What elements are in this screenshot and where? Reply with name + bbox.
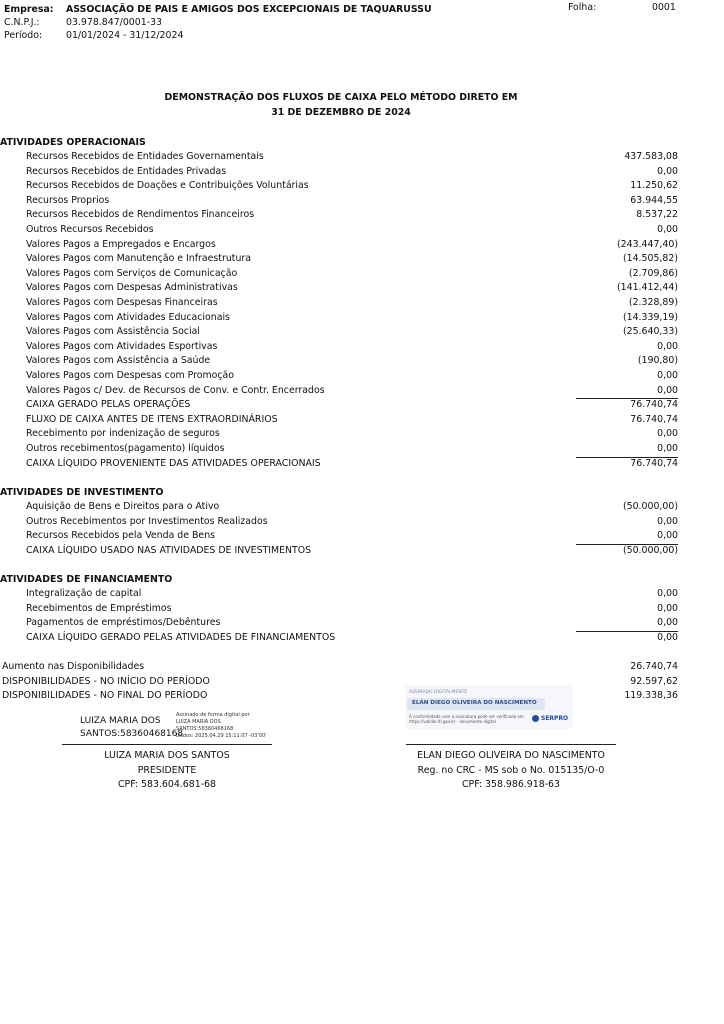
- digital-signature-stamp: [405, 685, 573, 729]
- table-row: [0, 603, 724, 617]
- row-label: Valores Pagos c/ Dev. de Recursos de Conv. e Contr. Encerrados: [26, 384, 325, 396]
- table-row: [0, 326, 724, 340]
- row-value: 92.597,62: [630, 675, 678, 687]
- row-value: 63.944,55: [630, 194, 678, 206]
- digital-signature-note-2: LUIZA MARIA DOS: [176, 719, 221, 725]
- signature-line-right: [406, 744, 616, 745]
- table-row: [0, 676, 724, 690]
- table-row: [0, 180, 724, 194]
- table-row: [0, 530, 724, 544]
- row-value: (243.447,40): [617, 238, 678, 250]
- row-label: DISPONIBILIDADES - NO FINAL DO PERÍODO: [2, 690, 208, 702]
- digital-signer-name-2: SANTOS:58360468168: [80, 729, 184, 739]
- row-value: 0,00: [657, 224, 678, 235]
- serpro-logo-icon: [532, 715, 539, 722]
- row-value: 0,00: [657, 588, 678, 599]
- stamp-top-text: ASSINADO DIGITALMENTE: [409, 690, 468, 695]
- row-label: CAIXA LÍQUIDO GERADO PELAS ATIVIDADES DE FINANCIAMENTOS: [26, 631, 336, 643]
- row-label: Recursos Proprios: [26, 194, 110, 206]
- row-label: Valores Pagos com Despesas Administrativas: [26, 282, 238, 294]
- digital-signature-note-4: Dados: 2025.04.29 15:11:07 -03'00': [176, 733, 267, 739]
- table-row: [0, 151, 724, 165]
- row-label: Recursos Recebidos pela Venda de Bens: [26, 530, 216, 542]
- row-label: Recursos Recebidos de Rendimentos Financeiros: [26, 209, 255, 221]
- row-value: (50.000,00): [622, 501, 678, 512]
- row-value: (141.412,44): [617, 282, 678, 294]
- report-title-line1: DEMONSTRAÇÃO DOS FLUXOS DE CAIXA PELO MÉTODO DIRETO EM: [164, 92, 518, 103]
- row-value: 0,00: [657, 515, 678, 527]
- table-row: [0, 414, 724, 428]
- row-label: Outros Recebimentos por Investimentos Realizados: [26, 515, 268, 527]
- row-value: (25.640,33): [622, 326, 678, 338]
- row-value: 11.250,62: [630, 180, 678, 192]
- table-row: [0, 239, 724, 253]
- row-value: 76.740,74: [630, 413, 678, 425]
- empresa-name: ASSOCIAÇÃO DE PAIS E AMIGOS DOS EXCEPCIONAIS DE TAQUARUSSU: [66, 4, 432, 15]
- empresa-label: Empresa:: [4, 4, 54, 15]
- table-row: [0, 501, 724, 515]
- row-value: 0,00: [657, 370, 678, 381]
- table-row: [0, 617, 724, 631]
- table-row: [0, 516, 724, 530]
- row-value: (14.505,82): [622, 253, 678, 265]
- row-label: Valores Pagos com Manutenção e Infraestrutura: [26, 253, 251, 265]
- row-label: Valores Pagos a Empregados e Encargos: [26, 238, 216, 250]
- row-label: DISPONIBILIDADES - NO INÍCIO DO PERÍODO: [2, 675, 210, 687]
- row-value: 0,00: [657, 384, 678, 396]
- row-label: Valores Pagos com Assistência Social: [26, 326, 200, 338]
- table-row: [0, 385, 724, 399]
- serpro-logo: [532, 715, 568, 722]
- table-row: [0, 458, 724, 472]
- total-rule: [576, 398, 678, 399]
- digital-signer-name-1: LUIZA MARIA DOS: [80, 716, 161, 726]
- row-value: 0,00: [657, 602, 678, 614]
- table-row: [0, 341, 724, 355]
- row-value: 437.583,08: [624, 151, 678, 162]
- table-row: [0, 399, 724, 413]
- row-value: 0,00: [657, 631, 678, 643]
- signer-cpf-right: CPF: 358.986.918-63: [462, 779, 560, 790]
- digital-signature-note-3: SANTOS:58360468168: [176, 726, 234, 732]
- row-label: Outros Recursos Recebidos: [26, 224, 154, 235]
- row-value: 119.338,36: [624, 690, 678, 702]
- cnpj-value: 03.978.847/0001-33: [66, 17, 163, 28]
- row-label: Outros recebimentos(pagamento) líquidos: [26, 443, 225, 454]
- total-rule: [576, 631, 678, 632]
- signer-cpf-left: CPF: 583.604.681-68: [118, 779, 216, 790]
- table-row: [0, 297, 724, 311]
- row-label: Aquisição de Bens e Direitos para o Ativo: [26, 501, 220, 512]
- row-label: Recursos Recebidos de Entidades Privadas: [26, 165, 227, 177]
- row-label: CAIXA LÍQUIDO PROVENIENTE DAS ATIVIDADES OPERACIONAIS: [26, 457, 321, 469]
- stamp-signer-name: ELAN DIEGO OLIVEIRA DO NASCIMENTO: [412, 700, 537, 706]
- table-row: [0, 268, 724, 282]
- table-row: [0, 355, 724, 369]
- table-row: [0, 661, 724, 675]
- row-value: 0,00: [657, 165, 678, 177]
- row-label: CAIXA GERADO PELAS OPERAÇÕES: [26, 399, 191, 411]
- section-heading-financiamento: ATIVIDADES DE FINANCIAMENTO: [0, 574, 173, 585]
- signer-name-left: LUIZA MARIA DOS SANTOS: [104, 750, 230, 761]
- table-row: [0, 443, 724, 457]
- row-label: Valores Pagos com Despesas Financeiras: [26, 297, 218, 308]
- periodo-value: 01/01/2024 - 31/12/2024: [66, 30, 184, 41]
- total-rule: [576, 457, 678, 458]
- row-label: CAIXA LÍQUIDO USADO NAS ATIVIDADES DE INVESTIMENTOS: [26, 544, 312, 556]
- folha-number: 0001: [652, 2, 676, 13]
- table-row: [0, 312, 724, 326]
- cnpj-label: C.N.P.J.:: [4, 17, 40, 28]
- table-row: [0, 209, 724, 223]
- row-value: 0,00: [657, 340, 678, 352]
- stamp-verification-text: A conformidade com a assinatura pode ser verificada em https://validar.iti.gov.br - documento digital: [409, 714, 524, 724]
- row-value: (2.328,89): [628, 297, 678, 308]
- table-row: [0, 545, 724, 559]
- row-label: Valores Pagos com Atividades Esportivas: [26, 340, 218, 352]
- row-value: (14.339,19): [622, 311, 678, 323]
- table-row: [0, 428, 724, 442]
- row-value: 76.740,74: [630, 399, 678, 411]
- row-label: Valores Pagos com Atividades Educacionais: [26, 311, 230, 323]
- row-label: Recebimentos de Empréstimos: [26, 602, 172, 614]
- row-value: 76.740,74: [630, 457, 678, 469]
- signer-reg-right: Reg. no CRC - MS sob o No. 015135/O-0: [417, 765, 605, 776]
- row-value: (190,80): [637, 355, 678, 367]
- row-value: 8.537,22: [636, 209, 678, 221]
- signature-line-left: [62, 744, 272, 745]
- signer-role-left: PRESIDENTE: [137, 765, 197, 776]
- folha-label: Folha:: [568, 2, 597, 13]
- row-label: Integralização de capital: [26, 588, 142, 599]
- row-value: (50.000,00): [622, 544, 678, 556]
- total-rule: [576, 544, 678, 545]
- table-row: [0, 632, 724, 646]
- section-heading-investimento: ATIVIDADES DE INVESTIMENTO: [0, 487, 164, 498]
- signer-name-right: ELAN DIEGO OLIVEIRA DO NASCIMENTO: [417, 750, 605, 761]
- table-row: [0, 166, 724, 180]
- row-label: Recebimento por indenização de seguros: [26, 428, 220, 440]
- row-value: (2.709,86): [628, 267, 678, 279]
- report-title-line2: 31 DE DEZEMBRO DE 2024: [271, 107, 411, 118]
- table-row: [0, 370, 724, 384]
- section-heading-operacionais: ATIVIDADES OPERACIONAIS: [0, 137, 146, 148]
- row-value: 0,00: [657, 443, 678, 454]
- table-row: [0, 282, 724, 296]
- row-label: Valores Pagos com Despesas com Promoção: [26, 370, 235, 381]
- row-value: 26.740,74: [630, 661, 678, 672]
- row-label: Valores Pagos com Assistência a Saúde: [26, 355, 211, 367]
- digital-signature-note-1: Assinado de forma digital por: [176, 712, 250, 718]
- row-label: Aumento nas Disponibilidades: [2, 661, 145, 672]
- table-row: [0, 195, 724, 209]
- serpro-logo-text: SERPRO: [541, 715, 569, 722]
- table-row: [0, 588, 724, 602]
- periodo-label: Período:: [4, 30, 43, 41]
- row-value: 0,00: [657, 617, 678, 629]
- table-row: [0, 253, 724, 267]
- table-row: [0, 690, 724, 704]
- row-label: Recursos Recebidos de Entidades Governamentais: [26, 151, 264, 162]
- table-row: [0, 224, 724, 238]
- row-value: 0,00: [657, 428, 678, 440]
- row-label: Recursos Recebidos de Doações e Contribuições Voluntárias: [26, 180, 309, 192]
- row-label: Valores Pagos com Serviços de Comunicação: [26, 267, 238, 279]
- row-label: Pagamentos de empréstimos/Debêntures: [26, 617, 221, 629]
- row-label: FLUXO DE CAIXA ANTES DE ITENS EXTRAORDINÁRIOS: [26, 413, 278, 425]
- row-value: 0,00: [657, 530, 678, 542]
